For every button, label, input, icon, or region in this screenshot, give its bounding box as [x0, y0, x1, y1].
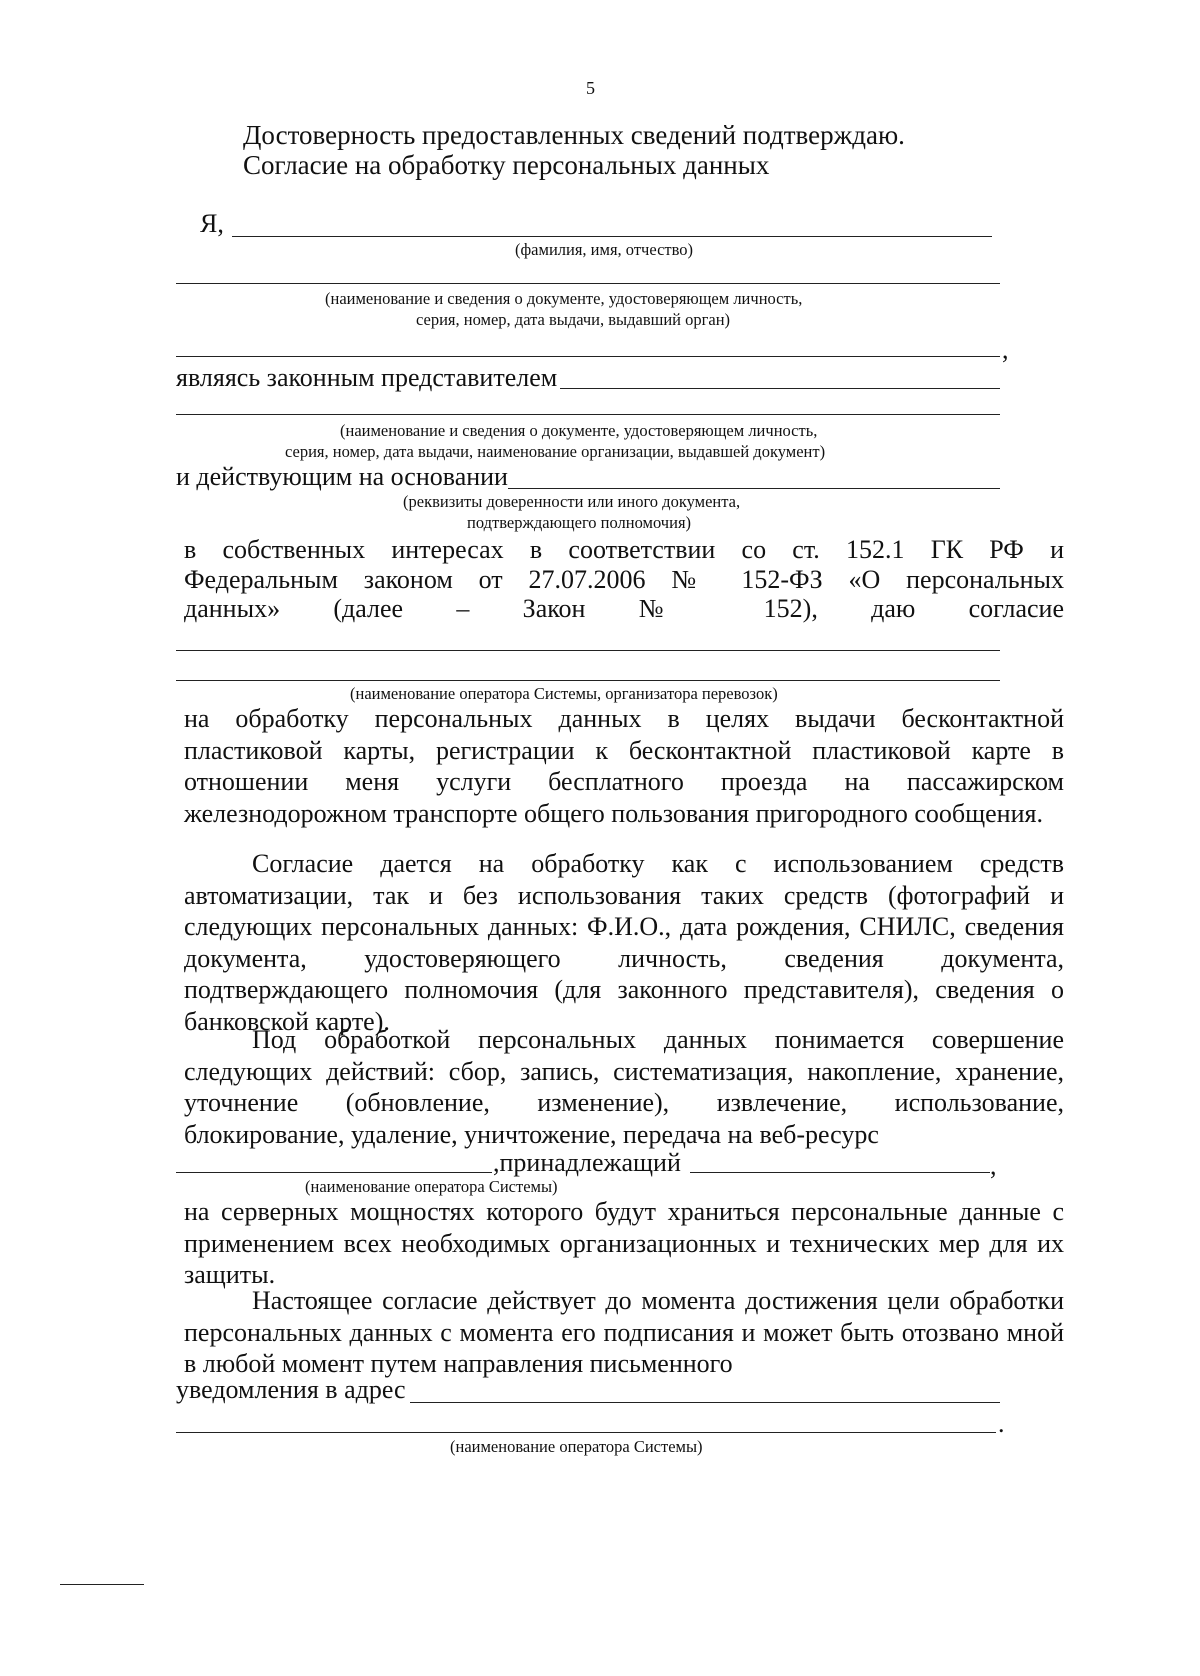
id-document-caption-2: серия, номер, дата выдачи, выдавший орган) — [416, 310, 731, 329]
page-number: 5 — [586, 78, 595, 98]
fio-line[interactable] — [232, 236, 992, 237]
rep-document-caption-1: (наименование и сведения о документе, удостоверяющем личность, — [340, 421, 818, 440]
id-document-line-2[interactable] — [176, 356, 1000, 357]
address-label: уведомления в адрес — [176, 1375, 406, 1404]
footnote-separator — [60, 1584, 144, 1585]
address-line-2[interactable] — [176, 1432, 996, 1433]
operator-carrier-line-1[interactable] — [176, 650, 1000, 651]
purpose-paragraph: на обработку персональных данных в целях выдачи бесконтактной пластиковой карты, регистрации к бесконтактной пластиковой карте в отношении меня услуги бесплатного проезда на пассажирском железнодорожном транспорте общего пользования пригородного сообщения. — [184, 704, 1064, 828]
fio-label: Я, — [200, 209, 224, 238]
rep-document-line[interactable] — [176, 414, 1000, 415]
operator-caption-1: (наименование оператора Системы) — [305, 1177, 558, 1196]
web-resource-line[interactable] — [176, 1172, 492, 1173]
legal-basis-line-1: в собственных интересах в соответствии со ст. 152.1 ГК РФ и — [184, 535, 1064, 564]
confirmation-statement: Достоверность предоставленных сведений подтверждаю. — [243, 120, 905, 150]
id-document-line[interactable] — [176, 283, 1000, 284]
power-caption-1: (реквизиты доверенности или иного документа, — [403, 492, 741, 511]
processing-paragraph: Под обработкой персональных данных понимается совершение следующих действий: сбор, запись, систематизация, накопление, хранение, уточнение (обновление, изменение), извлечение, использование, блокирование, удаление, уничтожение, передача на веб-ресурс — [184, 1025, 1064, 1149]
rep-document-caption-2: серия, номер, дата выдачи, наименование организации, выдавшей документ) — [285, 442, 826, 461]
id-document-caption-1: (наименование и сведения о документе, удостоверяющем личность, — [325, 289, 803, 308]
storage-paragraph: на серверных мощностях которого будут храниться персональные данные с применением всех необходимых организационных и технических мер для их защиты. — [184, 1197, 1064, 1290]
period-mark: . — [998, 1409, 1005, 1438]
address-line[interactable] — [410, 1402, 1000, 1403]
consent-title: Согласие на обработку персональных данных — [243, 150, 770, 180]
representative-label: являясь законным представителем — [176, 363, 558, 392]
scope-paragraph: Согласие дается на обработку как с использованием средств автоматизации, так и без использования таких средств (фотографий и следующих персональных данных: Ф.И.О., дата рождения, СНИЛС, сведения документа, удостоверяющего личность, сведения документа, подтверждающего полномочия (для законного представителя), сведения о банковской карте). — [184, 849, 1064, 1036]
legal-basis-line-2: Федеральным законом от 27.07.2006 № 152-ФЗ «О персональных — [184, 565, 1064, 594]
validity-paragraph: Настоящее согласие действует до момента достижения цели обработки персональных данных с момента его подписания и может быть отозвано мной в любой момент путем направления письменного — [184, 1286, 1064, 1379]
operator-caption-2: (наименование оператора Системы) — [450, 1437, 703, 1456]
comma-mark-2: , — [990, 1151, 997, 1180]
owner-line[interactable] — [690, 1172, 990, 1173]
belonging-label: ,принадлежащий — [493, 1148, 681, 1177]
fio-caption: (фамилия, имя, отчество) — [515, 240, 694, 259]
basis-line[interactable] — [508, 488, 1000, 489]
basis-label: и действующим на основании — [176, 462, 508, 491]
operator-carrier-caption: (наименование оператора Системы, организатора перевозок) — [350, 684, 778, 703]
representative-line[interactable] — [560, 388, 1000, 389]
comma-mark: , — [1002, 335, 1009, 364]
power-caption-2: подтверждающего полномочия) — [467, 513, 692, 532]
legal-basis-line-3: данных» (далее – Закон № 152), даю согласие — [184, 594, 1064, 623]
operator-carrier-line-2[interactable] — [176, 680, 1000, 681]
